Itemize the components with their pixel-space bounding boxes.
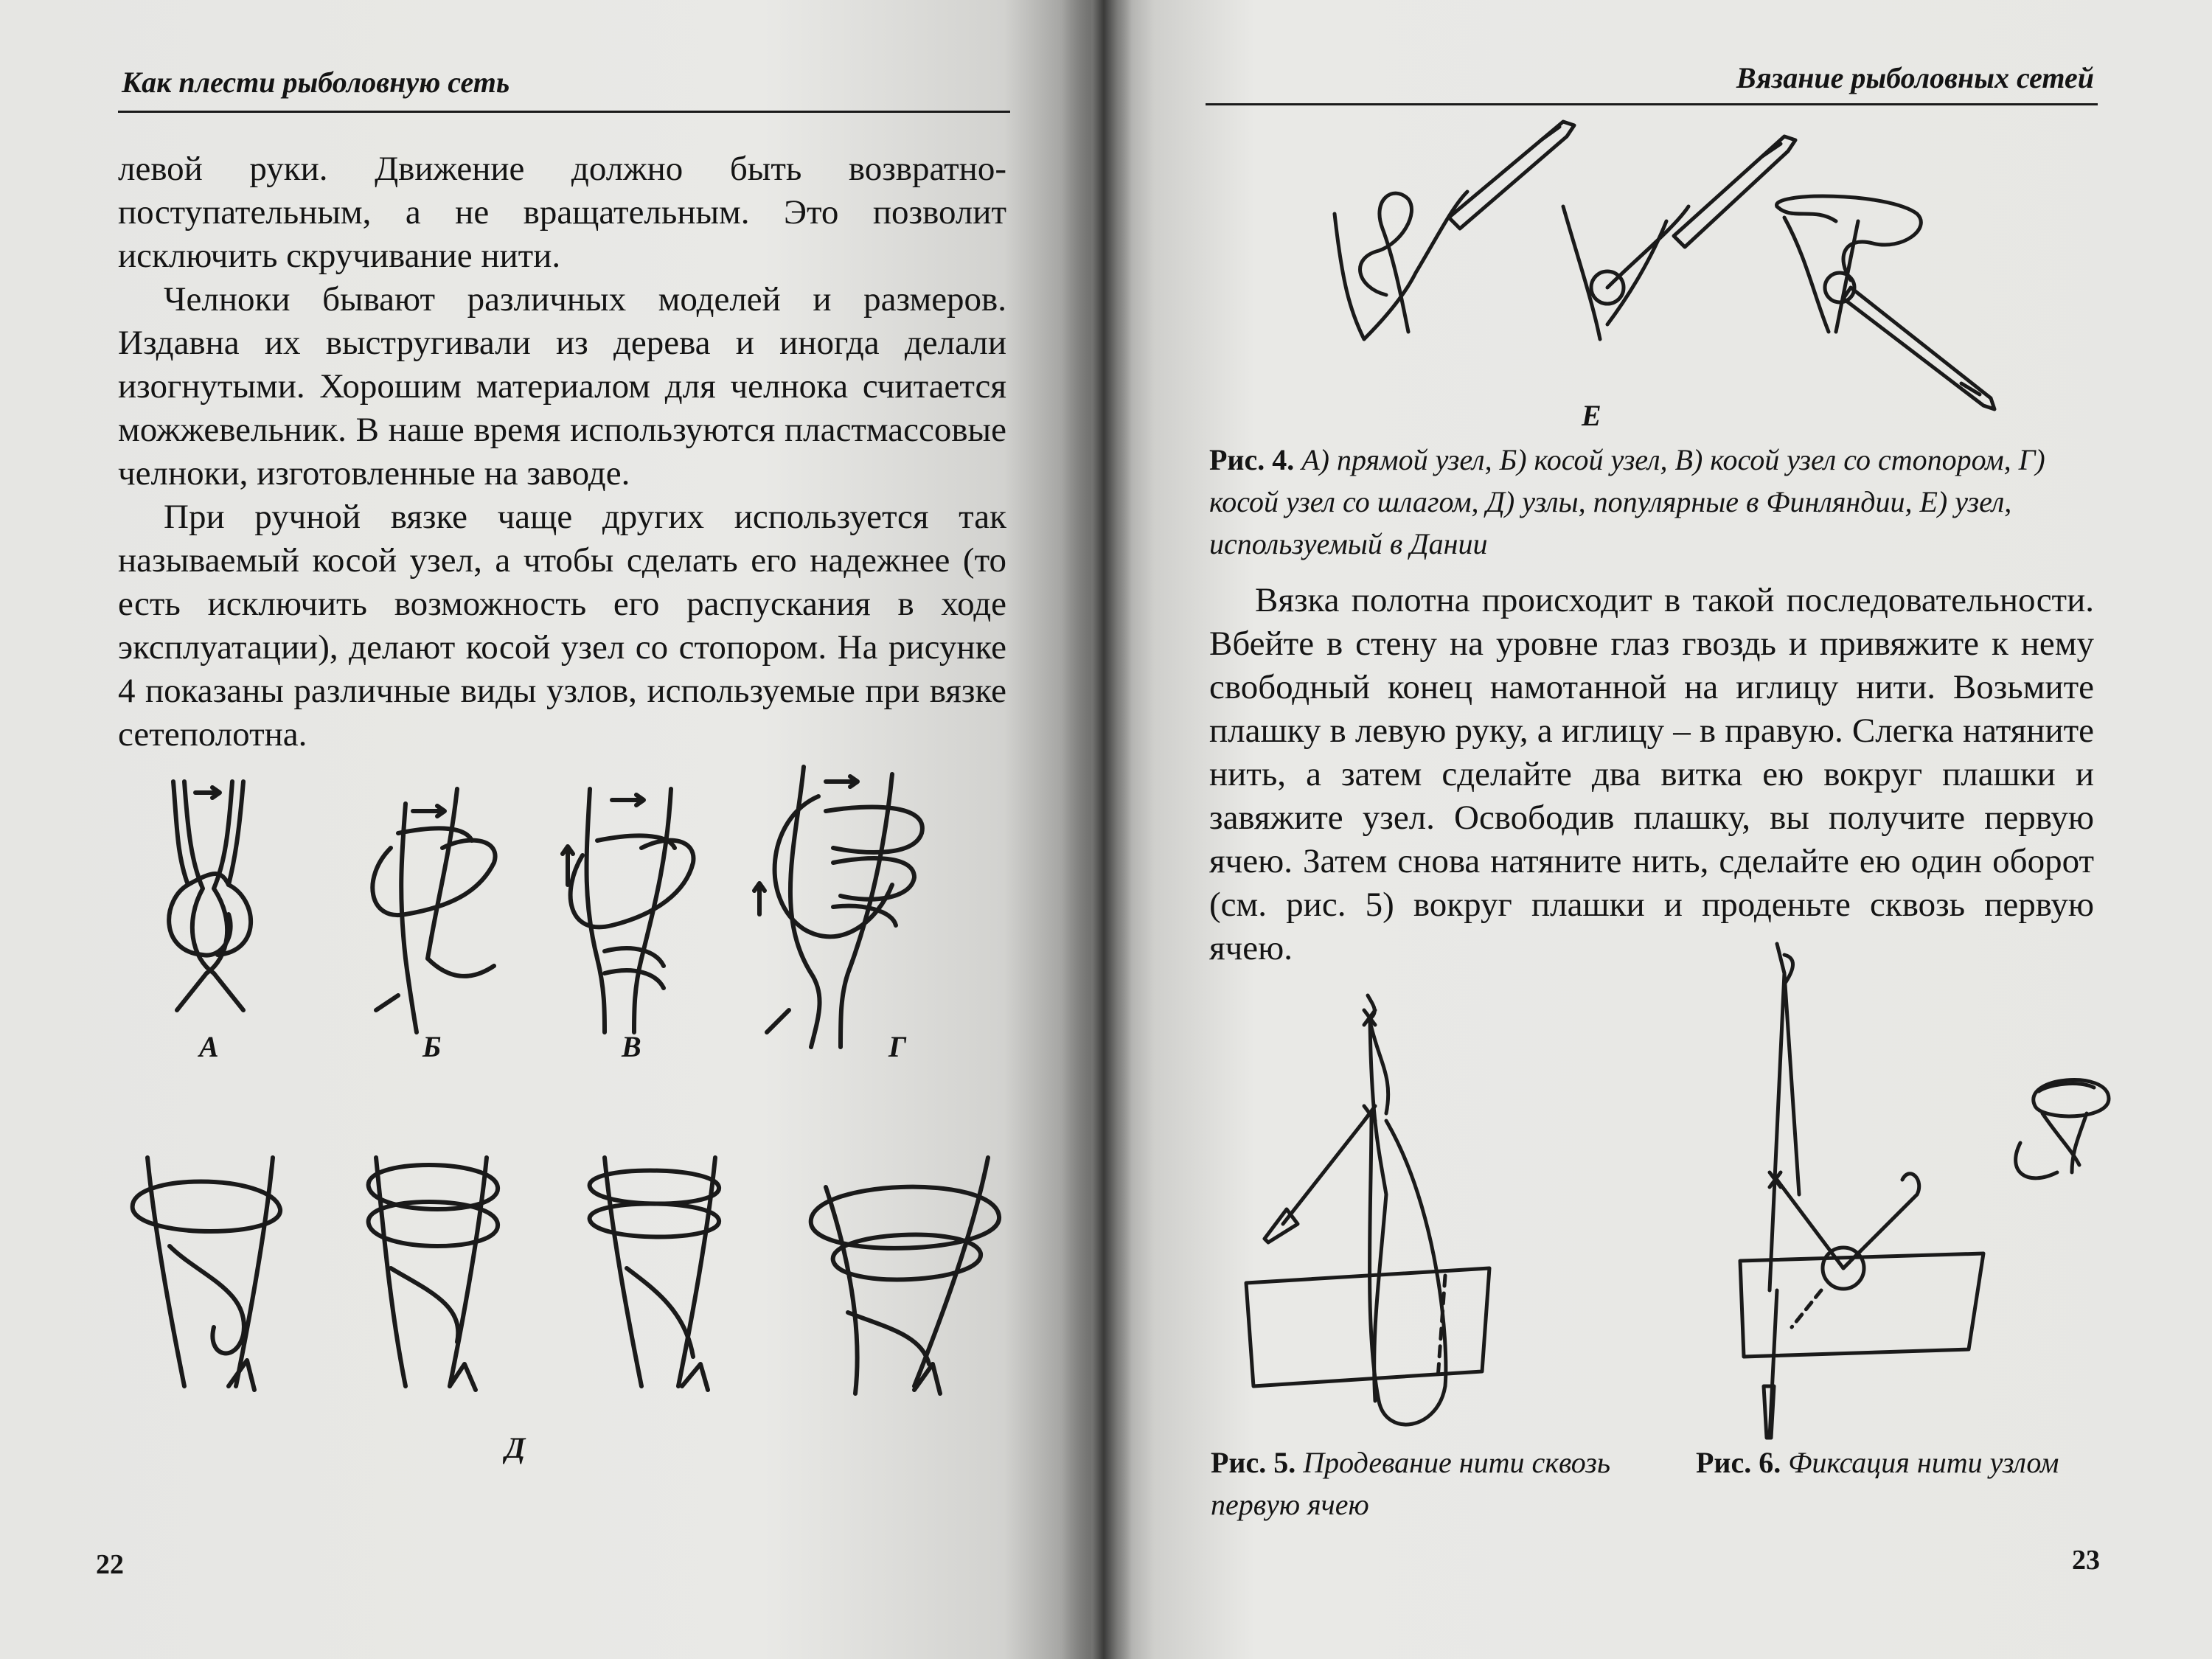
figure-6-fixing-knot <box>1725 929 2153 1460</box>
left-page-number: 22 <box>96 1549 124 1580</box>
book-gutter-shadow <box>1062 0 1132 1659</box>
figure-5-threading <box>1231 988 1541 1416</box>
knot-figures-bottom-row <box>125 1143 995 1423</box>
label-b: Б <box>422 1030 442 1063</box>
fig6-caption <box>1696 1441 2109 1484</box>
fig4-caption-text: А) прямой узел, Б) косой узел, В) косой узел со стопором, Г) косой узел со шлагом, Д) узлы, популярные в Финляндии, Е) узел, используемый в Дании <box>1209 443 2045 560</box>
knot-figure-e <box>1320 111 1998 420</box>
left-paragraph-1: левой руки. Движение должно быть возвратно-поступательным, а не вращательным. Это позволит исключить скручивание нити. <box>118 150 1006 275</box>
knot-d1-illustration <box>133 1158 280 1390</box>
knot-d3-illustration <box>590 1158 720 1390</box>
right-body-text <box>1209 579 2094 970</box>
left-page <box>0 0 1091 1659</box>
fig6-caption-text: Фиксация нити узлом <box>1788 1446 2059 1479</box>
fig5-caption-text: Продевание нити сквозь первую ячею <box>1211 1446 1611 1521</box>
label-g: Г <box>888 1030 907 1063</box>
label-v: В <box>622 1030 641 1063</box>
right-header-rule <box>1206 103 2098 105</box>
knot-figures-top-row <box>133 767 981 1077</box>
knot-g-illustration <box>754 767 922 1047</box>
knot-e1-illustration <box>1335 122 1574 339</box>
right-running-head: Вязание рыболовных сетей <box>1736 61 2094 94</box>
fig4-caption-number: Рис. 4. <box>1209 443 1295 476</box>
knot-b-illustration <box>372 789 495 1032</box>
left-running-head: Как плести рыболовную сеть <box>122 66 510 99</box>
knot-d2-illustration <box>369 1158 498 1390</box>
left-paragraph-3: При ручной вязке чаще других используется так называемый косой узел, а чтобы сделать его надежнее (то есть исключить возможность его распускания в ходе эксплуатации), делают косой узел со стопором. На рисунке 4 показаны различные виды узлов, используемые при вязке сетеполотна. <box>118 498 1006 754</box>
label-e: Е <box>1582 399 1601 432</box>
left-body-text <box>118 147 1006 757</box>
right-page-number: 23 <box>2072 1545 2100 1576</box>
fig5-caption-number: Рис. 5. <box>1211 1446 1296 1479</box>
knot-a-illustration <box>169 782 251 1010</box>
left-header-rule <box>118 111 1010 113</box>
knot-e3-illustration <box>1777 196 1994 409</box>
knot-d4-illustration <box>811 1158 999 1394</box>
figure-6-knot-detail-icon <box>2016 1080 2109 1178</box>
fig5-caption <box>1211 1441 1624 1526</box>
label-d: Д <box>505 1431 526 1464</box>
knot-e2-illustration <box>1563 136 1795 339</box>
label-a: А <box>199 1030 219 1063</box>
fig6-caption-number: Рис. 6. <box>1696 1446 1781 1479</box>
fig4-caption <box>1209 439 2094 565</box>
left-paragraph-2: Челноки бывают различных моделей и размеров. Издавна их выстругивали из дерева и иногда делали изогнутыми. Хорошим материалом для челнока считается можжевельник. В наше время используются пластмассовые челноки, изготовленные на заводе. <box>118 280 1006 493</box>
right-paragraph-1: Вязка полотна происходит в такой последовательности. Вбейте в стену на уровне глаз гвоздь и привяжите к нему свободный конец намотанной на иглицу нити. Возьмите плашку в левую руку, а иглицу – в правую. Слегка натяните нить, а затем сделайте два витка ею вокруг плашки и завяжите узел. Освободив плашку, вы получите первую ячею. Затем снова натяните нить, сделайте ею один оборот (см. рис. 5) вокруг плашки и проденьте сквозь первую ячею. <box>1209 581 2094 967</box>
knot-v-illustration <box>563 789 693 1032</box>
right-page <box>1099 0 2212 1659</box>
